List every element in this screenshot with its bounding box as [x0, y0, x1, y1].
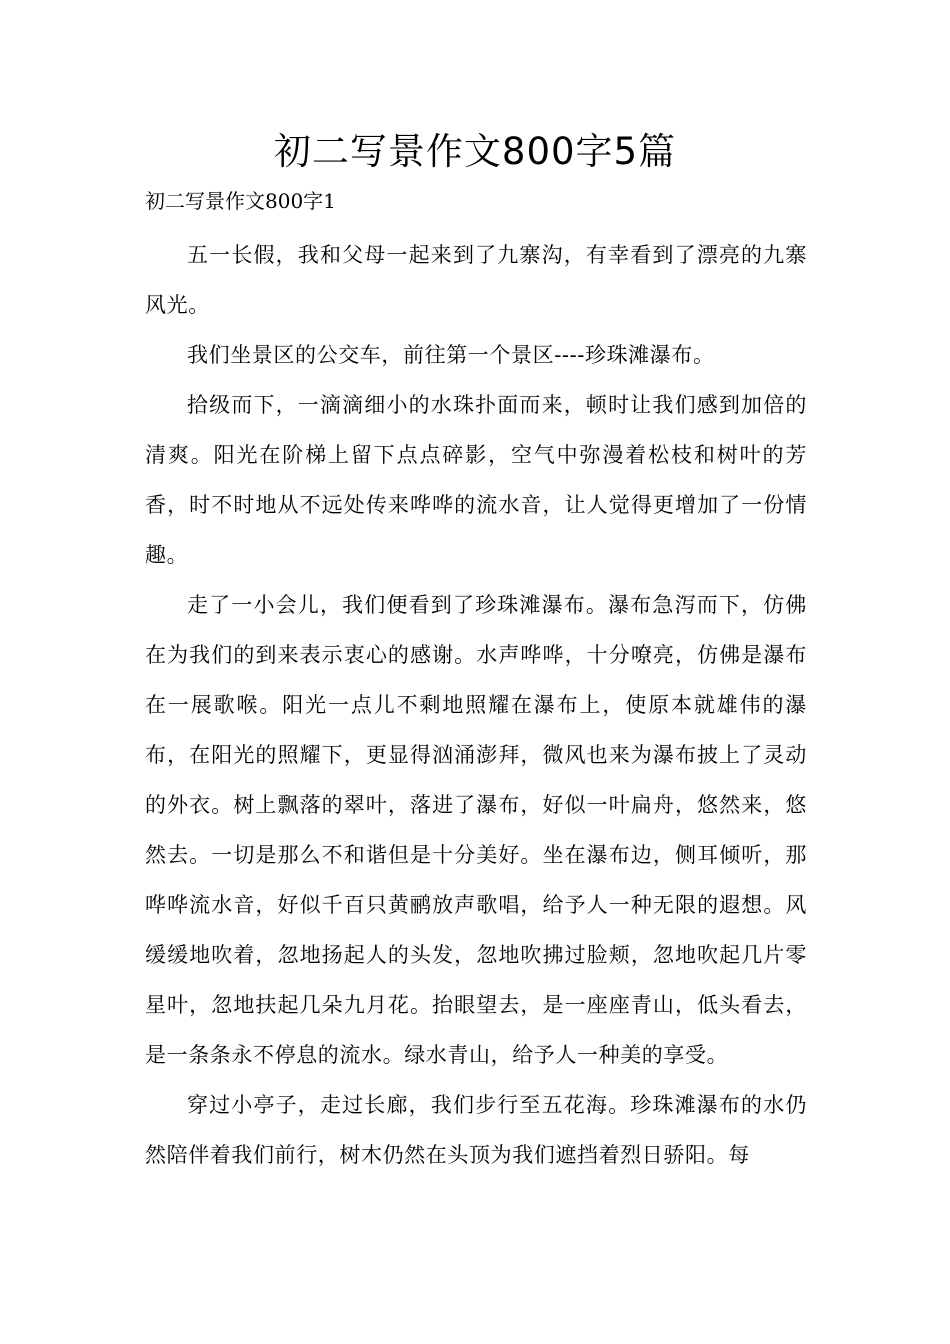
section-heading: 初二写景作文800字1: [145, 189, 336, 213]
document-body: [145, 230, 807, 1180]
paragraph: 五一长假，我和父母一起来到了九寨沟，有幸看到了漂亮的九寨风光。: [145, 243, 807, 317]
paragraph: 走了一小会儿，我们便看到了珍珠滩瀑布。瀑布急泻而下，仿佛在为我们的到来表示衷心的感谢。水声哗哗，十分嘹亮，仿佛是瀑布在一展歌喉。阳光一点儿不剩地照耀在瀑布上，使原本就雄伟的瀑布，在阳光的照耀下，更显得汹涌澎拜，微风也来为瀑布披上了灵动的外衣。树上飘落的翠叶，落进了瀑布，好似一叶扁舟，悠然来，悠然去。一切是那么不和谐但是十分美好。坐在瀑布边，侧耳倾听，那哗哗流水音，好似千百只黄鹂放声歌唱，给予人一种无限的遐想。风缓缓地吹着，忽地扬起人的头发，忽地吹拂过脸颊，忽地吹起几片零星叶，忽地扶起几朵九月花。抬眼望去，是一座座青山，低头看去，是一条条永不停息的流水。绿水青山，给予人一种美的享受。: [145, 593, 807, 1067]
paragraph: 穿过小亭子，走过长廊，我们步行至五花海。珍珠滩瀑布的水仍然陪伴着我们前行，树木仍然在头顶为我们遮挡着烈日骄阳。每: [145, 1093, 807, 1167]
document-title: 初二写景作文800字5篇: [273, 130, 677, 173]
paragraph: 我们坐景区的公交车，前往第一个景区----珍珠滩瀑布。: [187, 343, 715, 367]
paragraph: 拾级而下，一滴滴细小的水珠扑面而来，顿时让我们感到加倍的清爽。阳光在阶梯上留下点点碎影，空气中弥漫着松枝和树叶的芳香，时不时地从不远处传来哗哗的流水音，让人觉得更增加了一份情趣。: [145, 393, 807, 567]
